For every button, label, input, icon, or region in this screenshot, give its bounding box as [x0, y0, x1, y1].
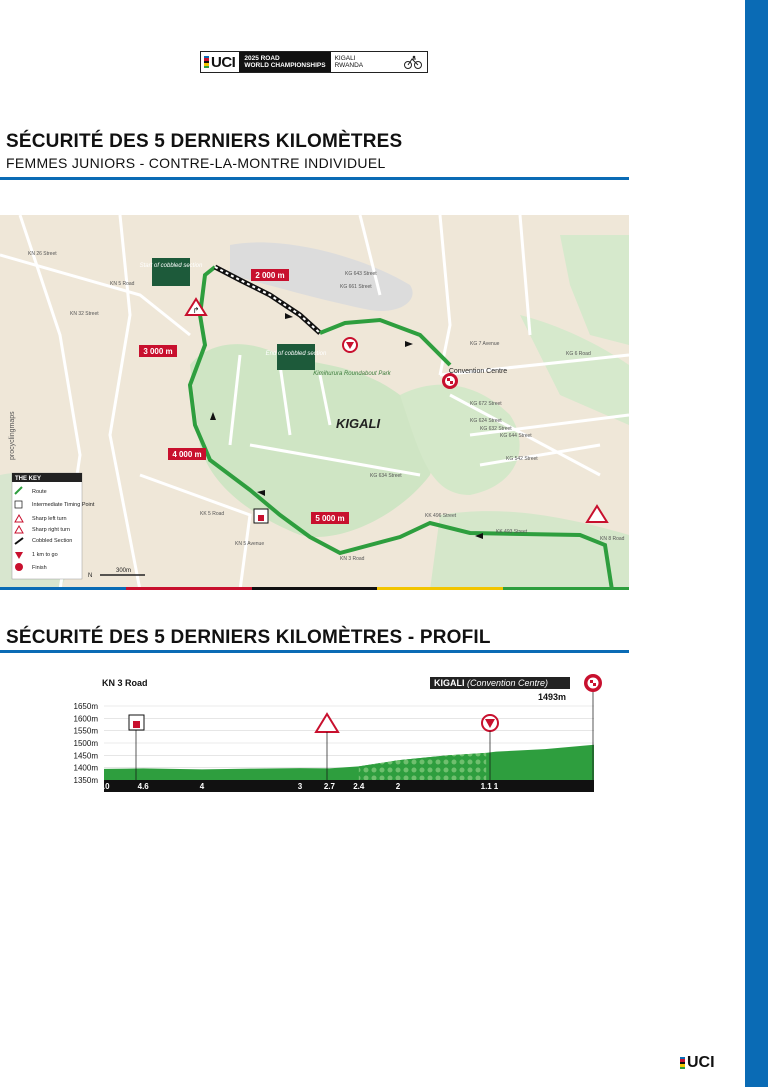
- end-cobbled-label: End of cobbled section: [265, 351, 327, 357]
- right-blue-band: [745, 0, 768, 1087]
- svg-text:KN 3 Road: KN 3 Road: [340, 556, 365, 562]
- finish-icon: [584, 674, 602, 692]
- km-marker: 2 000 m: [255, 271, 285, 280]
- svg-text:Intermediate Timing Point: Intermediate Timing Point: [32, 502, 95, 508]
- svg-text:KN 5 Road: KN 5 Road: [110, 281, 135, 287]
- svg-text:KG 632 Street: KG 632 Street: [480, 426, 512, 432]
- svg-text:KG 672 Street: KG 672 Street: [470, 401, 502, 407]
- y-tick-label: 1600m: [73, 714, 98, 724]
- km-marker: 4 000 m: [172, 450, 202, 459]
- svg-text:KG 634 Street: KG 634 Street: [370, 473, 402, 479]
- y-tick-label: 1350m: [73, 776, 98, 785]
- svg-text:KG 6 Road: KG 6 Road: [566, 351, 591, 357]
- rainbow-stripe: [0, 587, 629, 590]
- x-tick-label: 1: [493, 782, 499, 791]
- svg-text:Cobbled Section: Cobbled Section: [32, 538, 73, 544]
- svg-text:Sharp left turn: Sharp left turn: [32, 516, 67, 522]
- svg-text:KG 643 Street: KG 643 Street: [345, 271, 377, 277]
- svg-text:KK 493 Street: KK 493 Street: [496, 529, 528, 535]
- x-tick-label: 2: [395, 782, 401, 791]
- start-road-label: KN 3 Road: [102, 678, 148, 688]
- uci-logo: UCI: [201, 54, 239, 71]
- km-marker: 3 000 m: [143, 347, 173, 356]
- timing-point-icon: [129, 715, 144, 730]
- svg-text:KG 661 Street: KG 661 Street: [340, 284, 372, 290]
- finish-icon: [442, 373, 458, 389]
- y-tick-label: 1500m: [73, 739, 98, 748]
- section-rule: [0, 650, 629, 653]
- finish-label: KIGALI (Convention Centre): [434, 678, 549, 688]
- event-name: 2025 ROAD WORLD CHAMPIONSHIPS: [239, 52, 330, 72]
- svg-text:300m: 300m: [116, 568, 132, 574]
- svg-text:KN 32 Street: KN 32 Street: [70, 311, 99, 317]
- start-cobbled-label: Start of cobbled section: [139, 263, 203, 269]
- svg-text:KN 8 Road: KN 8 Road: [600, 536, 625, 542]
- park-label: Kimihurura Roundabout Park: [313, 371, 391, 377]
- svg-text:KG 7 Avenue: KG 7 Avenue: [470, 341, 500, 347]
- city-label: KIGALI: [336, 416, 381, 431]
- x-tick-label: 4.6: [137, 782, 149, 791]
- x-tick-label: 5.0: [98, 782, 110, 791]
- cobbled-area: [359, 753, 486, 780]
- svg-text:N: N: [88, 573, 93, 579]
- uci-footer-logo: UCI: [680, 1054, 715, 1072]
- svg-text:KN 26 Street: KN 26 Street: [28, 251, 57, 257]
- x-tick-label: 3: [297, 782, 303, 791]
- section-rule: [0, 177, 629, 180]
- x-tick-label: 1.1: [480, 782, 492, 791]
- x-tick-label: 2.4: [353, 782, 365, 791]
- elevation-profile: [50, 670, 610, 800]
- svg-text:KK 496 Street: KK 496 Street: [425, 513, 457, 519]
- svg-text:KG 644 Street: KG 644 Street: [500, 433, 532, 439]
- finish-altitude: 1493m: [537, 692, 566, 702]
- svg-text:Sharp right turn: Sharp right turn: [32, 527, 70, 533]
- section-title: SÉCURITÉ DES 5 DERNIERS KILOMÈTRES: [6, 131, 403, 152]
- event-city: KIGALI RWANDA: [334, 54, 364, 69]
- timing-point-icon: [254, 509, 268, 523]
- route-map: [0, 215, 629, 590]
- svg-text:KG 542 Street: KG 542 Street: [506, 456, 538, 462]
- y-tick-label: 1550m: [73, 726, 98, 736]
- y-tick-label: 1650m: [73, 702, 98, 711]
- x-tick-label: 4: [199, 782, 205, 791]
- x-tick-label: 2.7: [323, 782, 335, 791]
- svg-text:THE KEY: THE KEY: [15, 476, 42, 482]
- y-axis-labels: [74, 702, 99, 785]
- watermark: procyclingmaps: [9, 411, 16, 460]
- svg-text:↱: ↱: [192, 306, 200, 315]
- svg-text:KK 5 Road: KK 5 Road: [200, 511, 225, 517]
- km-marker: 5 000 m: [315, 514, 345, 523]
- event-logo: [200, 51, 428, 73]
- svg-text:Route: Route: [32, 489, 47, 495]
- svg-text:KN 5 Avenue: KN 5 Avenue: [235, 541, 265, 547]
- 1km-to-go-icon: [482, 715, 498, 731]
- x-axis-bar: [104, 780, 594, 792]
- profile-section-title: SÉCURITÉ DES 5 DERNIERS KILOMÈTRES - PROFIL: [6, 627, 491, 648]
- 1km-to-go-icon: [343, 338, 357, 352]
- cyclist-icon: [403, 55, 423, 69]
- svg-text:1 km to go: 1 km to go: [32, 552, 58, 558]
- convention-label: Convention Centre: [448, 368, 508, 375]
- svg-text:Finish: Finish: [32, 565, 47, 571]
- y-tick-label: 1450m: [73, 751, 98, 761]
- section-subtitle: FEMMES JUNIORS - CONTRE-LA-MONTRE INDIVIDUEL: [6, 155, 386, 171]
- y-tick-label: 1400m: [73, 763, 98, 773]
- svg-text:KG 624 Street: KG 624 Street: [470, 418, 502, 424]
- sharp-turn-icon: [316, 714, 338, 732]
- profile-area: [104, 745, 594, 780]
